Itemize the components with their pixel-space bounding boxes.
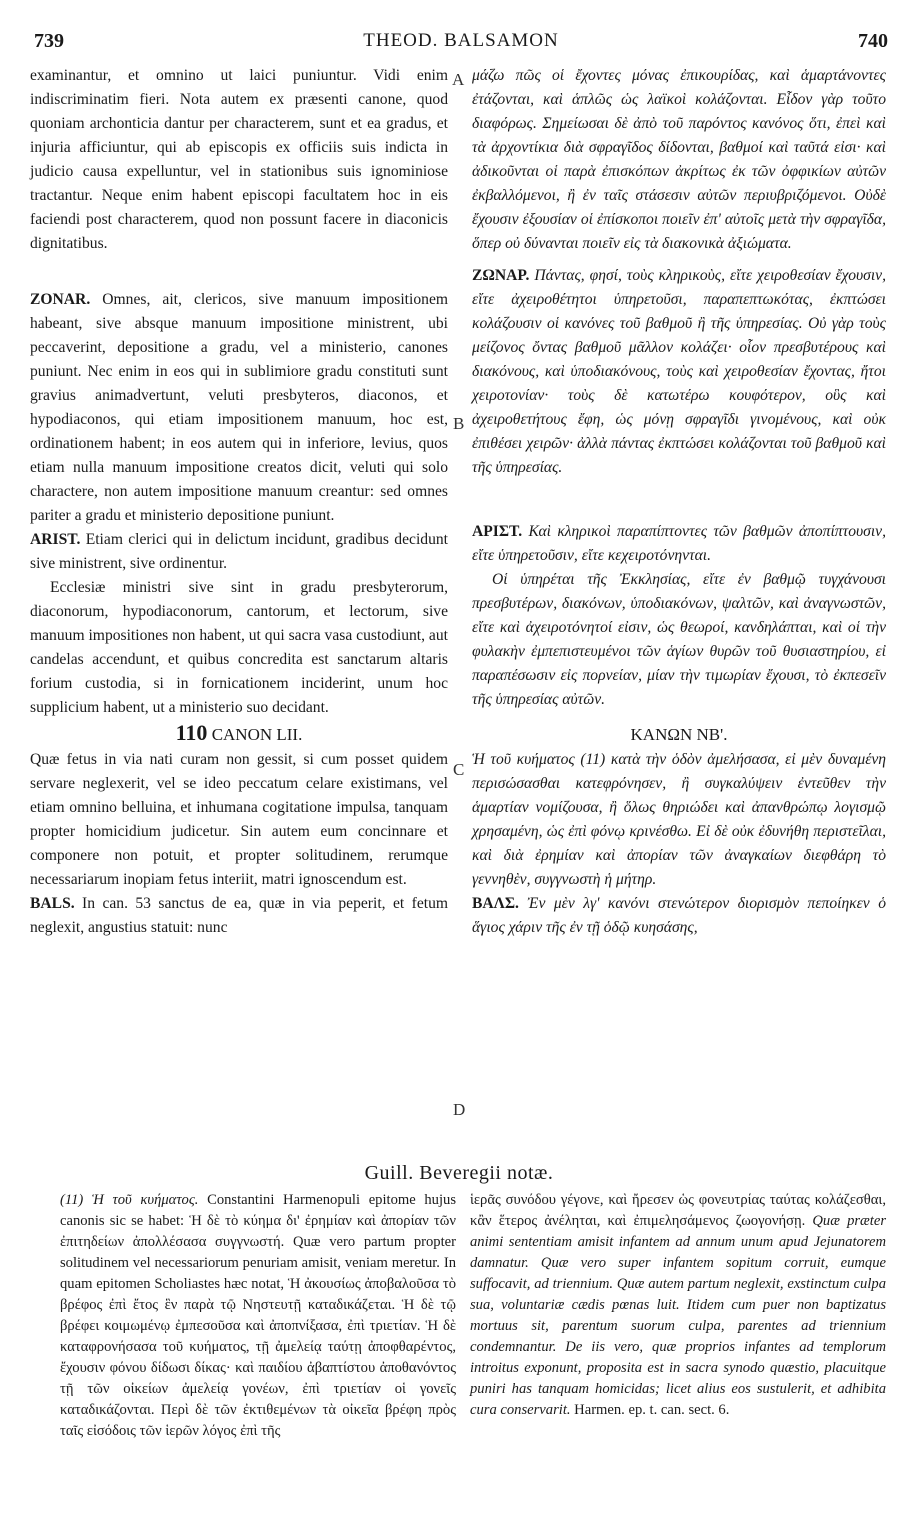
margin-mark-a: A [452, 70, 465, 89]
latin-canon-heading [30, 720, 448, 748]
note-11 [60, 1190, 456, 1442]
bals-text: In can. 53 sanctus de ea, quæ in via peperit, et fetum neglexit, angustius statuit: nunc [30, 895, 448, 936]
notes-left-column [60, 1190, 456, 1442]
arist-label: ARIST. [30, 531, 81, 548]
latin-bals-paragraph [30, 892, 448, 940]
latin-column [30, 64, 448, 940]
canon-title: CANON LII. [211, 725, 303, 744]
margin-mark-d: D [453, 1100, 466, 1119]
greek-canon-heading: ΚΑΝΩΝ ΝΒ'. [630, 725, 728, 744]
note-11-continued [470, 1190, 886, 1421]
latin-paragraph-1: examinantur, et omnino ut laici puniuntur. Vidi enim indiscriminatim fieri. Nota autem ex præsenti canone, quod quoniam archonticia dantur per characterem, sunt et ea gradus, et injuria afficiuntur, qui ab episcopis ex officiis suis indicta in judicio causa expelluntur, vel in stationibus suis ignominiose tractantur. Neque enim habent episcopi facultatem hoc in eis faciendi post characterem, quod non possunt facere in diaconicis dignitatibus. [30, 67, 448, 252]
greek-arist-label: ΑΡΙΣΤ. [472, 523, 523, 540]
latin-zonar-paragraph [30, 288, 448, 528]
greek-column [472, 64, 886, 940]
notes-right-column [470, 1190, 886, 1421]
latin-canon-text: Quæ fetus in via nati curam non gessit, si cum posset quidem servare neglexerit, vel se ideo peccatum celare existimans, vel etiam omnino belluina, et inhumana cogitatione impulsa, tanquam propter homicidium judicetur. Sin autem eum concinnare et componere non potuit, et propter solitudinem, rerumque necessariarum inopiam fetus interiit, matri ignoscendum est. [30, 751, 448, 888]
latin-arist-paragraph [30, 528, 448, 576]
greek-bals-paragraph [472, 892, 886, 940]
page-header [34, 30, 888, 60]
canon-number: 110 [175, 720, 208, 745]
zonar-text: Omnes, ait, clericos, sive manuum impositionem habeant, sive absque manuum impositione ministrent, ubi peccaverint, depositione a gradu, vel a ministerio, canones puniunt. Nec enim in eos qui in sublimiore gradu constituti sunt gravius animadvertunt, veluti presbyteros, diaconos, et hypodiaconos, qui etiam impositionem manuum, hoc est, ordinationem habent; in eos autem qui in inferiore, levius, quos etiam nulla manuum impositione creatos dicit, veluti qui solo charactere, non autem impositione manuum creantur: sed omnes pariter a gradu et ministerio depositione puniunt. [30, 291, 448, 524]
page-number-left: 739 [34, 30, 64, 52]
greek-zonar-label: ΖΩΝΑΡ. [472, 267, 530, 284]
arist-text: Etiam clerici qui in delictum incidunt, gradibus decidunt sive ministrent, sive ordinentur. [30, 531, 448, 572]
greek-paragraph-1: μάζω πῶς οἱ ἔχοντες μόνας ἐπικουρίδας, καὶ ἁμαρτάνοντες ἐτάζονται, καὶ ἁπλῶς ὡς λαϊκοὶ κολάζονται. Εἶδον γὰρ τοῦτο διαφόρως. Σημείωσαι δὲ ἀπὸ τοῦ παρόντος κανόνος ὅτι, ἐπεὶ καὶ τὰ ἀρχοντίκια διὰ σφραγῖδος δίδονται, βαθμοί καὶ ταῦτά εἰσι· καὶ ἀδικοῦνται οἱ παρὰ ἐπισκόπων ἀκρίτως ἐκ τῶν ὀφφικίων αὐτῶν ἐκβαλλόμενοι, ἢ ἐν ταῖς στάσεσιν αὐτῶν περιυβριζόμενοι. Οὐδὲ ἔχουσιν ἐξουσίαν οἱ ἐπίσκοποι ποιεῖν ἐπ' αὐτοῖς μετὰ τὴν σφραγῖδα, ὅπερ οὐ δύνανται ποιεῖν εἰς τὰ διακονικὰ ἀξιώματα. [472, 67, 886, 252]
running-title: THEOD. BALSAMON [363, 30, 559, 51]
greek-arist-paragraph [472, 520, 886, 568]
notes-title: Guill. Beveregii notæ. [364, 1162, 554, 1184]
greek-zonar-text: Πάντας, φησί, τοὺς κληρικοὺς, εἴτε χειροθεσίαν ἔχουσιν, εἴτε ἀχειροθέτητοι ὑπηρετοῦσι, παραπεπτωκότας, ἐκπτώσει κολάζουσιν οἱ κανόνες τοῦ βαθμοῦ ἢ τῆς ὑπηρεσίας. Οὐ γὰρ τοὺς μείζονος ὄντας βαθμοῦ μᾶλλον κολάζει· οἷον πρεσβυτέρους καὶ διακόνους, καὶ ὑποδιακόνους, τοὺς καὶ χειροθεσίαν ἔχοντας, ἤτοι χειροτονίαν· τοὺς δὲ κατωτέρω κουφότερον, οὓς καὶ ἀχειροθετήτους ἔφη, ὡς μόνῃ σφραγῖδι γινομένους, καὶ οὐκ ἐπιθέσει χειρῶν· ἀλλὰ πάντας ἐκπτώσει κολάζονται τοῦ βαθμοῦ καὶ τῆς ὑπηρεσίας. [472, 267, 886, 476]
note-greek-text: ἱερᾶς συνόδου γέγονε, καὶ ἤρεσεν ὡς φονευτρίας ταύτας κολάζεσθαι, κἂν ἕτερος ἀνέληται, καὶ ἐπιμελησάμενος ζωογονήσῃ. [470, 1192, 886, 1229]
greek-bals-text: Ἐν μὲν λγ' κανόνι στενώτερον διορισμὸν πεποίηκεν ὁ ἅγιος χάριν τῆς ἐν τῇ ὁδῷ κυησάσης, [472, 895, 886, 936]
greek-zonar-paragraph [472, 264, 886, 480]
note-latin-text: Quæ præter animi sententiam amisit infantem ad annum unum apud Jejunatorem damnatur. Quæ vero super infantem sopitum corruit, eumque suffocavit, ad triennium. Quæ autem partum neglexit, exstinctum culpa sua, voluntariæ cædis pœnas luit. Itidem cum puer non baptizatus mortuus sit, parentum suorum culpa, parentes ad triennium condemnantur. De iis vero, quæ proprios infantes ad templorum introitus exponunt, proposita est in sacra synodo quæstio, placuitque puniri has tanquam homicidas; licet alius eos sustulerit, et adhibita cura conservarit. [470, 1213, 886, 1418]
page-number-right: 740 [858, 30, 888, 52]
note-reference: (11) Ἡ τοῦ κυήματος. [60, 1192, 199, 1208]
latin-ecclesiae-paragraph: Ecclesiæ ministri sive sint in gradu presbyterorum, diaconorum, hypodiaconorum, cantorum, et lectorum, sive manuum impositiones non habent, ut qui sacra vasa custodiunt, aut candelas accendunt, et quibus concredita est sanctarum altaris forium custodia, si in fornicationem inciderint, unum hoc supplicium habent, ut a ministerio suo decidant. [30, 579, 448, 716]
margin-mark-b: B [453, 414, 465, 433]
bals-label: BALS. [30, 895, 75, 912]
greek-bals-label: ΒΑΛΣ. [472, 895, 519, 912]
greek-canon-text: Ἡ τοῦ κυήματος (11) κατὰ τὴν ὁδὸν ἀμελήσασα, εἰ μὲν δυναμένη περισώσασθαι κατεφρόνησεν, ἢ συγκαλύψειν ἐντεῦθεν τὴν ἁμαρτίαν νομίζουσα, ἢ ὅλως θηριώδει καὶ ἀπανθρώπῳ λογισμῷ χρησαμένη, ὡς ἐπὶ φόνῳ κρινέσθω. Εἰ δὲ οὐκ ἐδυνήθη περιστεῖλαι, καὶ διὰ ἐρημίαν καὶ ἀπορίαν τῶν ἀναγκαίων διεφθάρη τὸ γεννηθὲν, συγγνωστὴ ἡ μήτηρ. [472, 751, 886, 888]
note-citation: Harmen. ep. t. can. sect. 6. [570, 1402, 730, 1418]
greek-ecclesiae-paragraph: Οἱ ὑπηρέται τῆς Ἐκκλησίας, εἴτε ἐν βαθμῷ τυγχάνουσι πρεσβυτέρων, διακόνων, ὑποδιακόνων, ψαλτῶν, καὶ ἀναγνωστῶν, εἴτε καὶ ἀχειροτόνητοί εἰσιν, ὡς θεωροί, κανδηλάπται, καὶ οἱ τὴν φυλακὴν ἐμπεπιστευμένοι τῶν ἁγίων θυρῶν τοῦ θυσιαστηρίου, εἰ παραπέσωσιν εἰς πορνείαν, μίαν τὴν τιμωρίαν ἔχουσι, τὸ ἐκπεσεῖν τῆς ὑπηρεσίας αὐτῶν. [472, 571, 886, 708]
margin-mark-c: C [453, 760, 465, 779]
zonar-label: ZONAR. [30, 291, 91, 308]
note-11-text: Constantini Harmenopuli epitome hujus canonis sic se habet: Ἡ δὲ τὸ κύημα δι' ἐρημίαν καὶ ἀπορίαν τῶν ἐπιτηδείων ἀπολλέσασα συγγνωστή. Quæ vero partum propter solitudinem vel necessariorum penuriam amisit, veniam meretur. In quam epitomen Scholiastes hæc notat, Ἡ ἀκουσίως ἀποβαλοῦσα τὸ βρέφος ἐπὶ ἔτος ἓν παρὰ τῷ Νηστευτῇ καταδικάζεται. Ἡ δὲ τῷ βρέφει κοιμωμένῳ ἐμπεσοῦσα καὶ ἀποπνίξασα, ἐπὶ τριετίαν. Ἡ δὲ καταφρονήσασα τοῦ κυήματος, τῇ ἀμελείᾳ ταύτῃ ἀποφθαρέντος, ἔχουσιν φόνου δίδωσι δίκας· καὶ παιδίου ἀβαπτίστου ἀποθανόντος τῇ τῶν οἰκείων ἀμελείᾳ γονέων, ἐπὶ τριετίαν οἱ γονεῖς καταδικάζονται. Περὶ δὲ τῶν ἐκτιθεμένων τὰ οἰκεῖα βρέφη πρὸς ταῖς εἰσόδοις τῶν ἱερῶν λόγος ἐπὶ τῆς [60, 1192, 456, 1439]
greek-arist-text: Καὶ κληρικοὶ παραπίπτοντες τῶν βαθμῶν ἀποπίπτουσιν, εἴτε ὑπηρετοῦσιν, εἴτε κεχειροτόνηνται. [472, 523, 886, 564]
